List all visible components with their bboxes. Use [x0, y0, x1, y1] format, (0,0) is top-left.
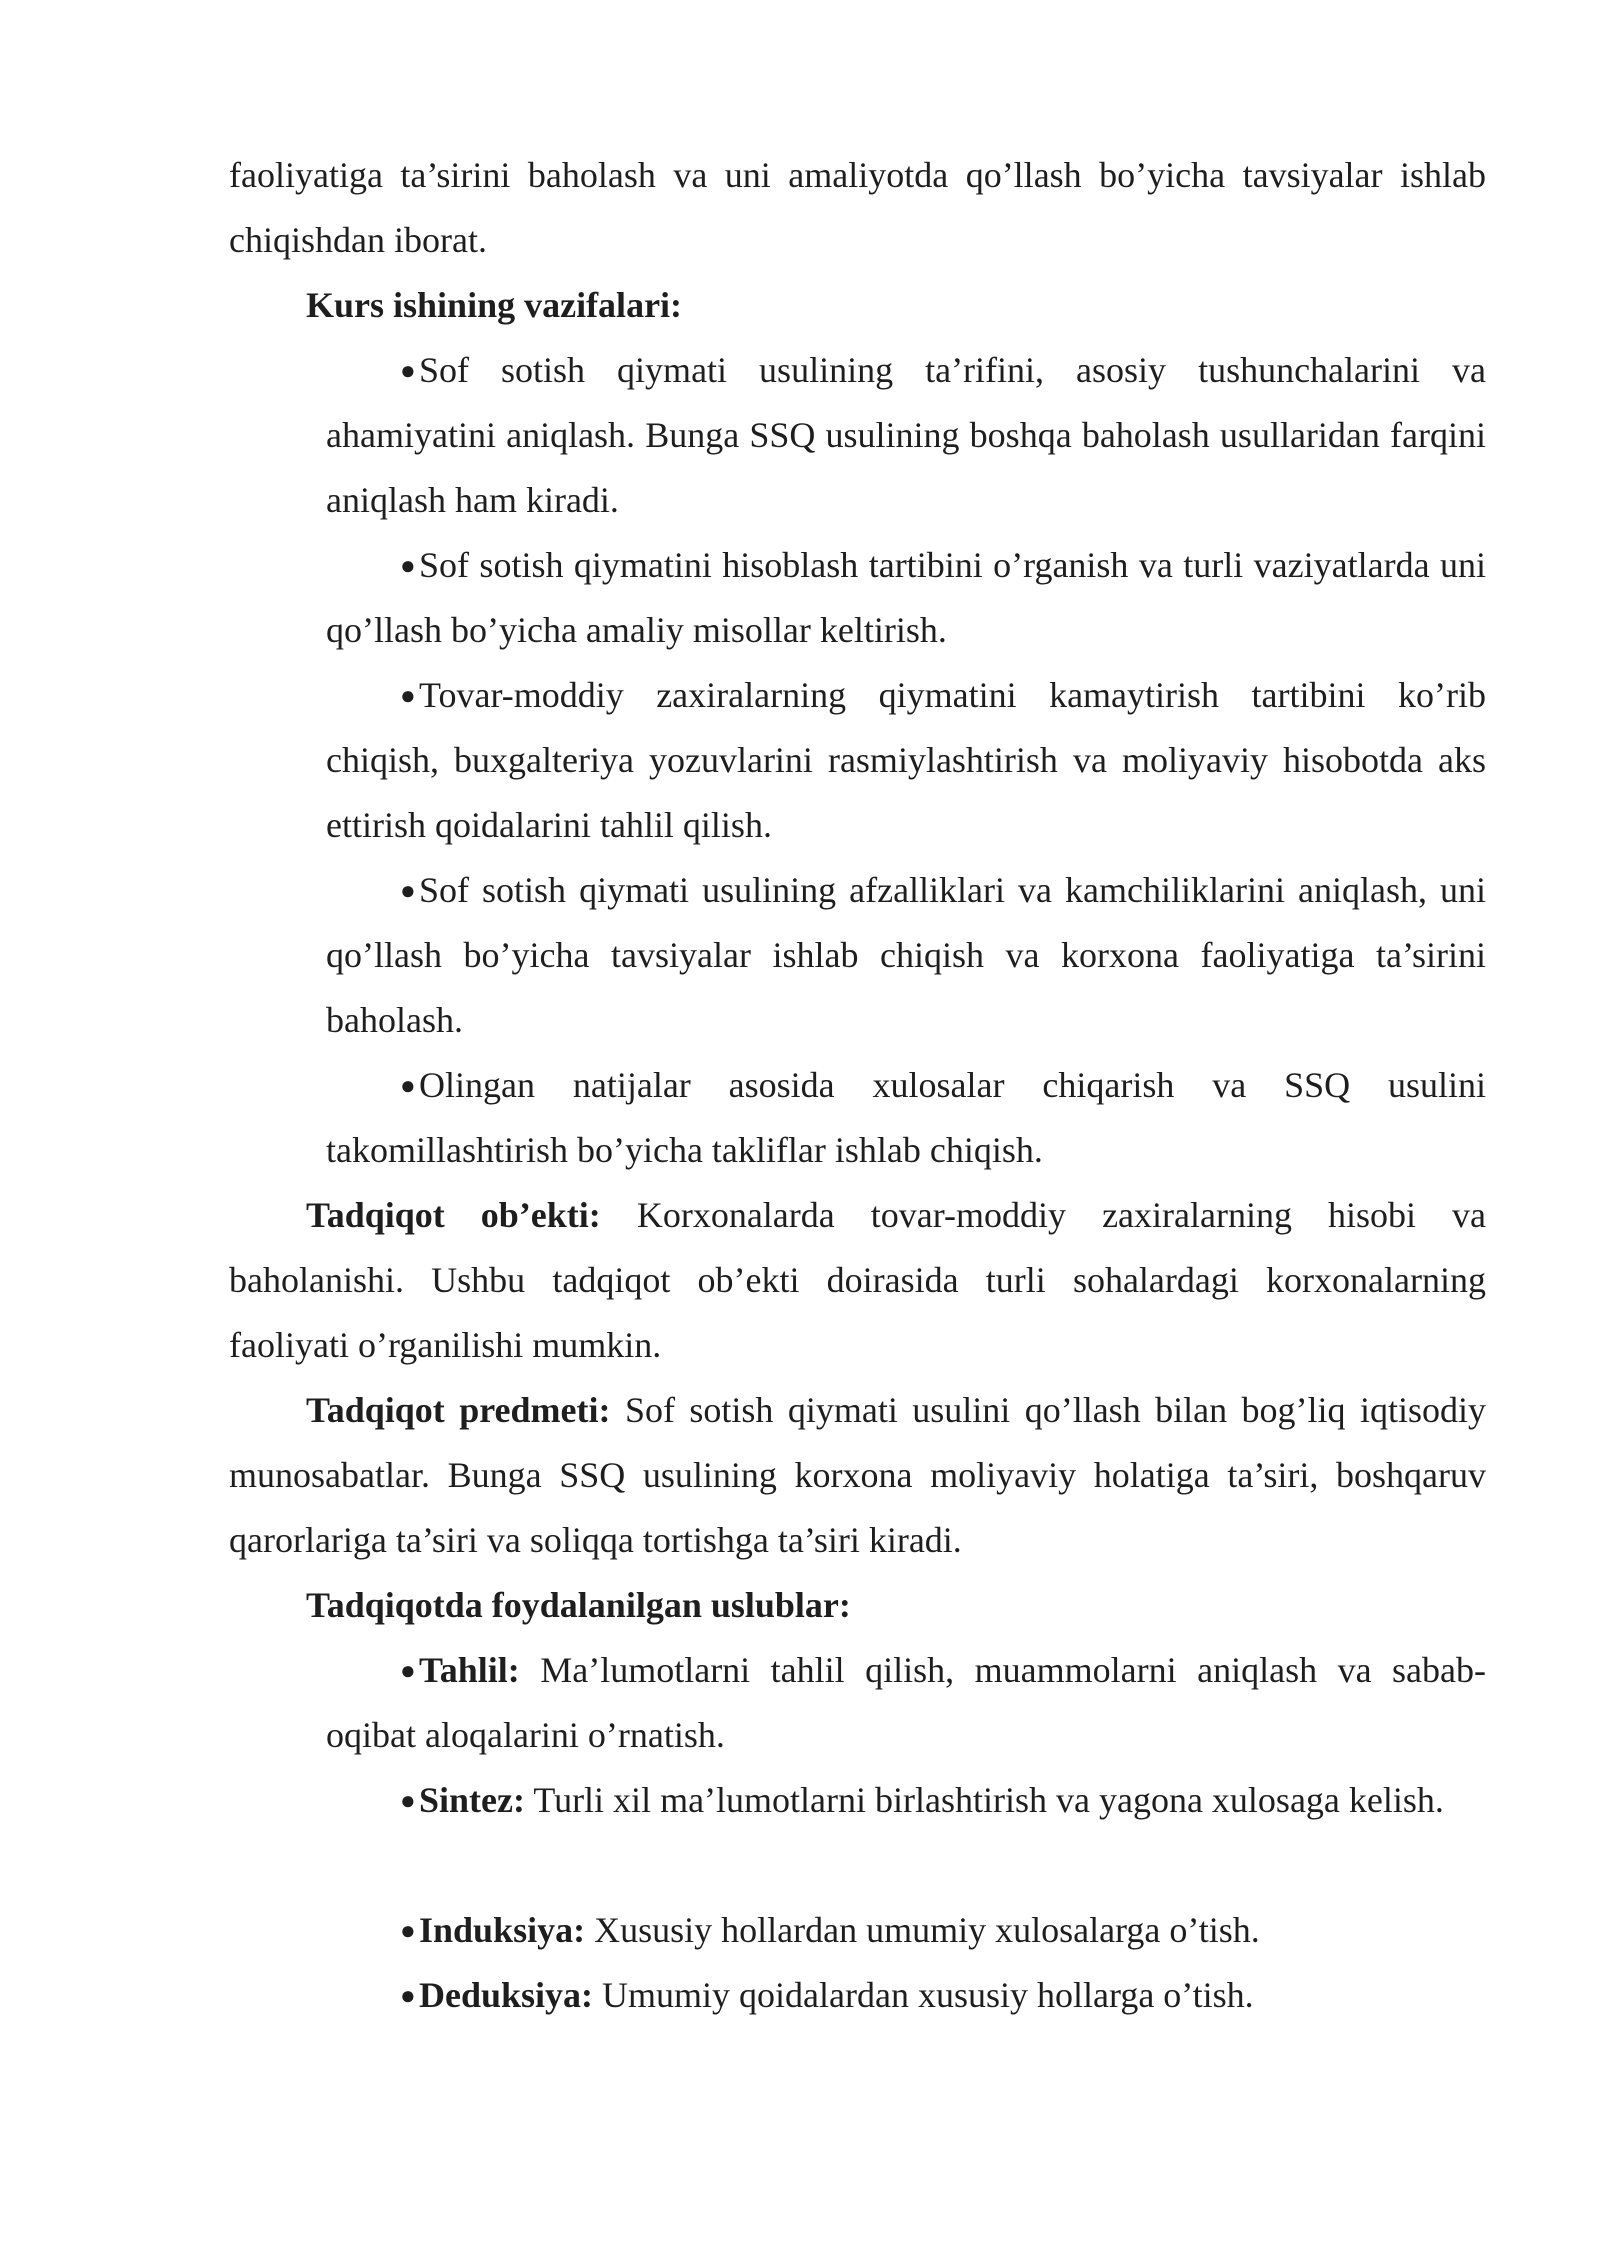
research-subject-text: Sof sotish qiymati usulini qo’llash bilan bog’liq iqtisodiy munosabatlar. Bunga SSQ usulining korxona moliyaviy holatiga ta’siri, boshqaruv qarorlariga ta’siri va soliqqa tortishga ta’siri kiradi.: [229, 1390, 1486, 1560]
bullet-dot-icon: ●: [400, 876, 416, 905]
method-text: Ma’lumotlarni tahlil qilish, muammolarni aniqlash va sabab-oqibat aloqalarini o’rnatish.: [326, 1650, 1486, 1755]
method-item: [326, 1768, 1486, 1833]
method-label: Tahlil:: [419, 1650, 520, 1690]
bullet-dot-icon: ●: [400, 1071, 416, 1100]
method-label: Sintez:: [419, 1780, 525, 1820]
method-text: Umumiy qoidalardan xususiy hollarga o’tish.: [602, 1975, 1254, 2015]
method-label: Induksiya:: [419, 1910, 586, 1950]
task-item: [326, 663, 1486, 858]
method-item: [326, 1963, 1486, 2028]
task-text: Tovar-moddiy zaxiralarning qiymatini kamaytirish tartibini ko’rib chiqish, buxgalteriya yozuvlarini rasmiylashtirish va moliyaviy hisobotda aks ettirish qoidalarini tahlil qilish.: [326, 675, 1486, 845]
method-text: Turli xil ma’lumotlarni birlashtirish va yagona xulosaga kelish.: [533, 1780, 1444, 1820]
intro-paragraph: faoliyatiga ta’sirini baholash va uni amaliyotda qo’llash bo’yicha tavsiyalar ishlab chiqishdan iborat.: [229, 155, 1486, 260]
task-item: [326, 533, 1486, 663]
bullet-dot-icon: ●: [400, 551, 416, 580]
method-item: [326, 1638, 1486, 1768]
method-label: Deduksiya:: [419, 1975, 594, 2015]
method-item: [326, 1898, 1486, 1963]
research-subject-paragraph: [229, 1378, 1486, 1573]
bullet-dot-icon: ●: [400, 1916, 416, 1945]
bullet-dot-icon: ●: [400, 681, 416, 710]
research-object-paragraph: [229, 1183, 1486, 1378]
research-object-label: Tadqiqot ob’ekti:: [306, 1195, 601, 1235]
task-item: [326, 1053, 1486, 1183]
tasks-heading: Kurs ishining vazifalari:: [306, 285, 683, 325]
task-text: Sof sotish qiymati usulining afzalliklari va kamchiliklarini aniqlash, uni qo’llash bo’yicha tavsiyalar ishlab chiqish va korxona faoliyatiga ta’sirini baholash.: [326, 870, 1486, 1040]
bullet-dot-icon: ●: [400, 1656, 416, 1685]
bullet-dot-icon: ●: [400, 1786, 416, 1815]
research-object-text: Korxonalarda tovar-moddiy zaxiralarning hisobi va baholanishi. Ushbu tadqiqot ob’ekti doirasida turli sohalardagi korxonalarning faoliyati o’rganilishi mumkin.: [229, 1195, 1487, 1365]
bullet-dot-icon: ●: [400, 1981, 416, 2010]
task-item: [326, 338, 1486, 533]
task-item: [326, 858, 1486, 1053]
bullet-dot-icon: ●: [400, 356, 416, 385]
method-text: Xususiy hollardan umumiy xulosalarga o’tish.: [594, 1910, 1260, 1950]
task-text: Sof sotish qiymatini hisoblash tartibini o’rganish va turli vaziyatlarda uni qo’llash bo’yicha amaliy misollar keltirish.: [326, 545, 1486, 650]
research-subject-label: Tadqiqot predmeti:: [306, 1390, 611, 1430]
methods-heading: Tadqiqotda foydalanilgan uslublar:: [306, 1585, 851, 1625]
task-text: Olingan natijalar asosida xulosalar chiqarish va SSQ usulini takomillashtirish bo’yicha takliflar ishlab chiqish.: [326, 1065, 1486, 1170]
task-text: Sof sotish qiymati usulining ta’rifini, asosiy tushunchalarini va ahamiyatini aniqlash. Bunga SSQ usulining boshqa baholash usullaridan farqini aniqlash ham kiradi.: [326, 350, 1486, 520]
